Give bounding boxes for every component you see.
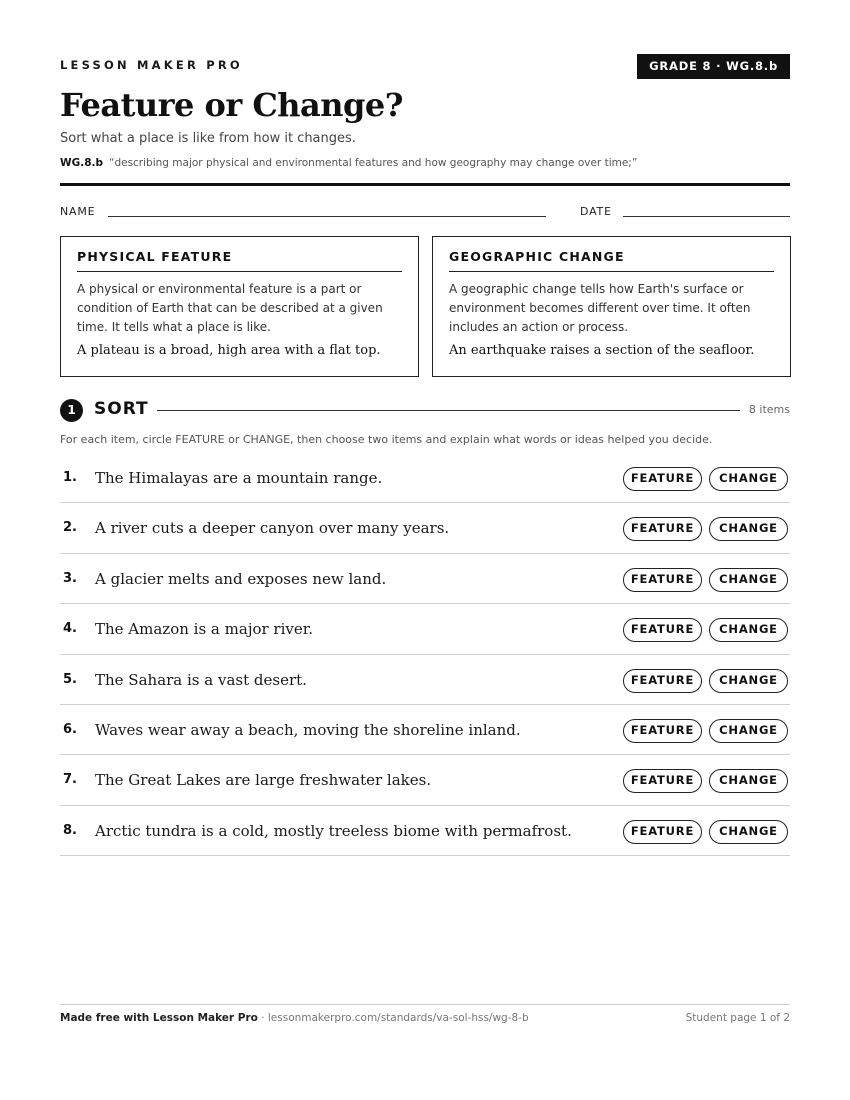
name-date-row bbox=[60, 205, 790, 221]
date-field[interactable] bbox=[623, 216, 790, 217]
grade-badge: GRADE 8 · WG.8.b bbox=[637, 54, 790, 79]
page-subtitle: Sort what a place is like from how it changes. bbox=[60, 131, 356, 146]
section-divider bbox=[157, 410, 740, 411]
footer-made-with: Made free with Lesson Maker Pro bbox=[60, 1012, 258, 1024]
feature-choice[interactable]: FEATURE bbox=[623, 669, 702, 693]
item-text: The Great Lakes are large freshwater lakes. bbox=[95, 771, 432, 790]
name-label: NAME bbox=[60, 205, 96, 218]
standard-line bbox=[60, 157, 637, 169]
sort-item bbox=[60, 554, 790, 604]
sort-item bbox=[60, 503, 790, 553]
feature-choice[interactable]: FEATURE bbox=[623, 769, 702, 793]
definition-body: A physical or environmental feature is a part or condition of Earth that can be described at a given time. It tells what a place is like. bbox=[77, 282, 383, 334]
top-bar bbox=[60, 54, 790, 80]
section-item-count: 8 items bbox=[748, 403, 790, 416]
item-number: 5. bbox=[63, 671, 77, 687]
feature-choice[interactable]: FEATURE bbox=[623, 820, 702, 844]
name-field[interactable] bbox=[108, 216, 546, 217]
feature-choice[interactable]: FEATURE bbox=[623, 719, 702, 743]
change-choice[interactable]: CHANGE bbox=[709, 568, 788, 592]
footer-page-number: Student page 1 of 2 bbox=[685, 1012, 790, 1024]
item-text: The Himalayas are a mountain range. bbox=[95, 469, 383, 487]
item-text: Waves wear away a beach, moving the shoreline inland. bbox=[95, 720, 521, 739]
change-choice[interactable]: CHANGE bbox=[709, 669, 788, 693]
change-choice[interactable]: CHANGE bbox=[709, 618, 788, 642]
brand-name: LESSON MAKER PRO bbox=[60, 58, 243, 72]
item-text: A river cuts a deeper canyon over many years. bbox=[95, 519, 450, 538]
sort-item bbox=[60, 453, 790, 503]
header-divider bbox=[60, 183, 790, 186]
definition-box-physical-feature bbox=[60, 236, 419, 377]
item-number: 3. bbox=[63, 570, 77, 586]
footer-url[interactable]: · lessonmakerpro.com/standards/va-sol-hss/wg-8-b bbox=[257, 1012, 529, 1024]
item-number: 1. bbox=[63, 470, 77, 485]
sort-item bbox=[60, 604, 790, 654]
change-choice[interactable]: CHANGE bbox=[709, 467, 788, 491]
section-title: SORT bbox=[94, 399, 149, 419]
standard-text: “describing major physical and environmental features and how geography may change over time;” bbox=[109, 157, 638, 169]
definition-heading: GEOGRAPHIC CHANGE bbox=[449, 249, 774, 272]
feature-choice[interactable]: FEATURE bbox=[623, 517, 702, 541]
item-number: 7. bbox=[63, 772, 77, 788]
definition-example: An earthquake raises a section of the seafloor. bbox=[449, 343, 755, 358]
feature-choice[interactable]: FEATURE bbox=[623, 467, 702, 491]
section-header-sort bbox=[60, 398, 790, 422]
item-text: The Amazon is a major river. bbox=[95, 620, 314, 639]
item-number: 6. bbox=[63, 721, 77, 737]
worksheet-page bbox=[60, 0, 790, 1100]
definition-body: A geographic change tells how Earth's surface or environment becomes different over time. It often includes an action or process. bbox=[449, 282, 751, 334]
definition-heading: PHYSICAL FEATURE bbox=[77, 249, 402, 272]
feature-choice[interactable]: FEATURE bbox=[623, 618, 702, 642]
change-choice[interactable]: CHANGE bbox=[709, 517, 788, 541]
change-choice[interactable]: CHANGE bbox=[709, 820, 788, 844]
sort-item bbox=[60, 755, 790, 805]
item-number: 2. bbox=[63, 520, 77, 536]
item-text: Arctic tundra is a cold, mostly treeless biome with permafrost. bbox=[95, 821, 572, 840]
section-number-badge: 1 bbox=[60, 399, 83, 422]
item-text: The Sahara is a vast desert. bbox=[95, 670, 307, 689]
definition-example: A plateau is a broad, high area with a flat top. bbox=[77, 343, 381, 358]
sort-item bbox=[60, 806, 790, 856]
section-instructions: For each item, circle FEATURE or CHANGE, then choose two items and explain what words or ideas helped you decide. bbox=[60, 433, 713, 446]
feature-choice[interactable]: FEATURE bbox=[623, 568, 702, 592]
page-title: Feature or Change? bbox=[60, 86, 404, 124]
sort-item bbox=[60, 705, 790, 755]
change-choice[interactable]: CHANGE bbox=[709, 719, 788, 743]
standard-code: WG.8.b bbox=[60, 157, 103, 169]
sort-item bbox=[60, 655, 790, 705]
change-choice[interactable]: CHANGE bbox=[709, 769, 788, 793]
sort-item-list bbox=[60, 453, 790, 856]
definition-box-geographic-change bbox=[432, 236, 791, 377]
item-number: 8. bbox=[63, 822, 77, 838]
footer-credit bbox=[60, 1012, 529, 1024]
footer-divider bbox=[60, 1004, 790, 1005]
item-text: A glacier melts and exposes new land. bbox=[95, 569, 387, 588]
item-number: 4. bbox=[63, 621, 77, 637]
date-label: DATE bbox=[580, 205, 612, 218]
